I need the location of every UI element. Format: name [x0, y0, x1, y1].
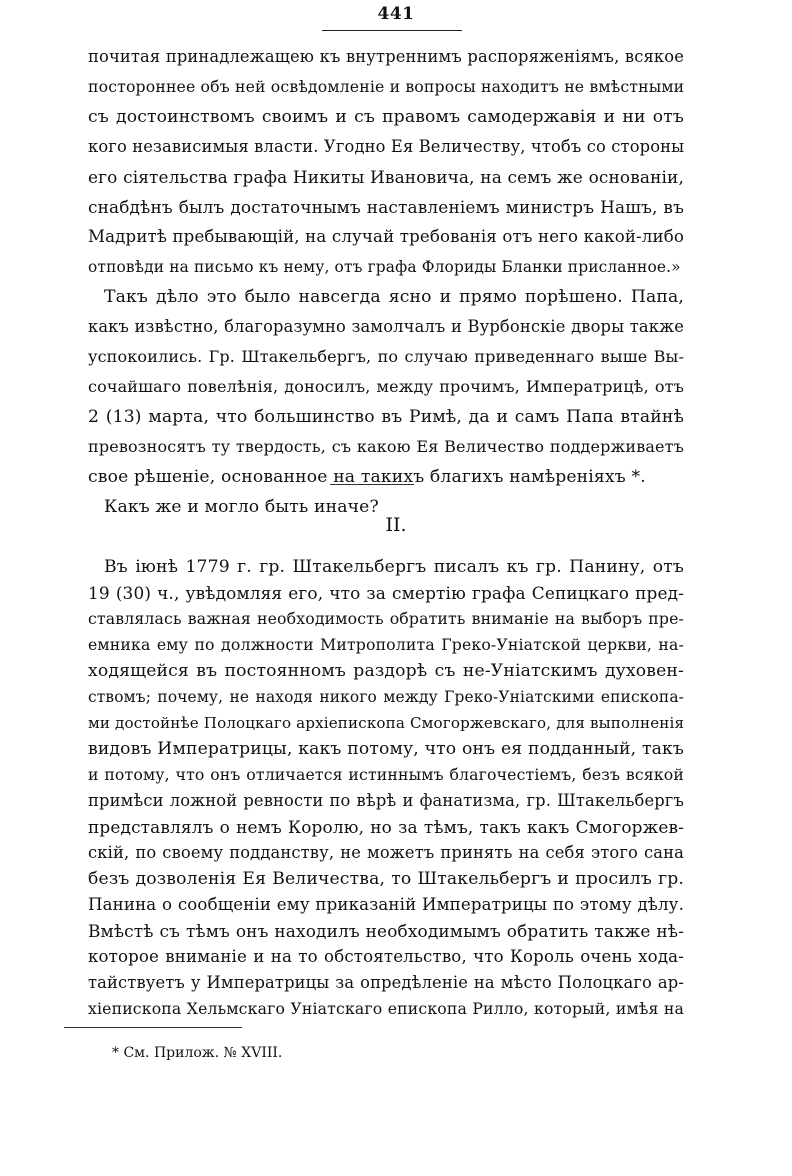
text-line: хіепископа Хельмскаго Уніатскаго епископа Рилло, который, имѣя на — [88, 999, 684, 1018]
text-line: Какъ же и могло быть иначе? — [104, 497, 379, 517]
text-line: почитая принадлежащею къ внутреннимъ распоряженіямъ, всякое — [88, 47, 684, 66]
text-line: скій, по своему подданству, не можетъ принять на себя этого сана — [88, 843, 684, 862]
text-line: ствомъ; почему, не находя никого между Греко-Уніатскими епископа- — [88, 688, 684, 706]
text-line: Панина о сообщеніи ему приказаній Императрицы по этому дѣлу. — [88, 895, 684, 914]
text-line: свое рѣшеніе, основанное на такихъ благихъ намѣреніяхъ *. — [88, 467, 646, 487]
text-line: ставлялась важная необходимость обратить вниманіе на выборъ пре- — [88, 609, 684, 628]
footnote-divider — [64, 1027, 242, 1028]
text-line: видовъ Императрицы, какъ потому, что онъ ея подданный, такъ — [88, 739, 684, 759]
text-line: безъ дозволенія Ея Величества, то Штакельбергъ и просилъ гр. — [88, 869, 684, 889]
text-line: примѣси ложной ревности по вѣрѣ и фанатизма, гр. Штакельбергъ — [88, 791, 684, 810]
footnote: * См. Прилож. № XVIII. — [112, 1045, 283, 1061]
text-line: представлялъ о немъ Королю, но за тѣмъ, такъ какъ Смогоржев- — [88, 817, 684, 837]
text-line: емника ему по должности Митрополита Греко-Уніатской церкви, на- — [88, 635, 684, 654]
text-line: превозносятъ ту твердость, съ какою Ея Величество поддерживаетъ — [88, 437, 684, 456]
text-line: Такъ дѣло это было навсегда ясно и прямо порѣшено. Папа, — [104, 287, 684, 307]
text-line: снабдѣнъ былъ достаточнымъ наставленіемъ министръ Нашъ, въ — [88, 197, 684, 217]
text-line: ходящейся въ постоянномъ раздорѣ съ не-Уніатскимъ духовен- — [88, 661, 684, 681]
section-heading: II. — [385, 514, 407, 536]
page-number: 441 — [377, 4, 415, 24]
text-line: съ достоинствомъ своимъ и съ правомъ самодержавія и ни отъ — [88, 107, 684, 127]
text-line: которое вниманіе и на то обстоятельство, что Король очень хода- — [88, 947, 684, 966]
text-line: и потому, что онъ отличается истиннымъ благочестіемъ, безъ всякой — [88, 765, 684, 784]
text-line: Вмѣстѣ съ тѣмъ онъ находилъ необходимымъ обратить также нѣ- — [88, 921, 684, 941]
text-line: какъ извѣстно, благоразумно замолчалъ и Вурбонскіе дворы также — [88, 317, 684, 336]
text-line: отповѣди на письмо къ нему, отъ графа Флориды Бланки присланное.» — [88, 258, 681, 276]
text-line: его сіятельства графа Никиты Ивановича, на семъ же основаніи, — [88, 167, 684, 187]
text-line: успокоились. Гр. Штакельбергъ, по случаю приведеннаго выше Вы- — [88, 347, 684, 366]
text-line: тайствуетъ у Императрицы за опредѣленіе на мѣсто Полоцкаго ар- — [88, 973, 684, 992]
text-line: 19 (30) ч., увѣдомляя его, что за смертію графа Сепицкаго пред- — [88, 583, 684, 603]
text-line: 2 (13) марта, что большинство въ Римѣ, да и самъ Папа втайнѣ — [88, 407, 684, 427]
page-number-rule — [322, 30, 462, 31]
text-line: ми достойнѣе Полоцкаго архіепископа Смогоржевскаго, для выполненія — [88, 714, 685, 732]
text-line: постороннее объ ней освѣдомленіе и вопросы находитъ не вмѣстными — [88, 77, 685, 96]
text-line: кого независимыя власти. Угодно Ея Величеству, чтобъ со стороны — [88, 137, 685, 156]
text-line: Въ іюнѣ 1779 г. гр. Штакельбергъ писалъ къ гр. Панину, отъ — [104, 557, 684, 577]
text-line: Мадритѣ пребывающій, на случай требованія отъ него какой-либо — [88, 227, 684, 246]
section-divider — [330, 484, 414, 485]
text-line: сочайшаго повелѣнія, доносилъ, между прочимъ, Императрицѣ, отъ — [88, 377, 684, 396]
